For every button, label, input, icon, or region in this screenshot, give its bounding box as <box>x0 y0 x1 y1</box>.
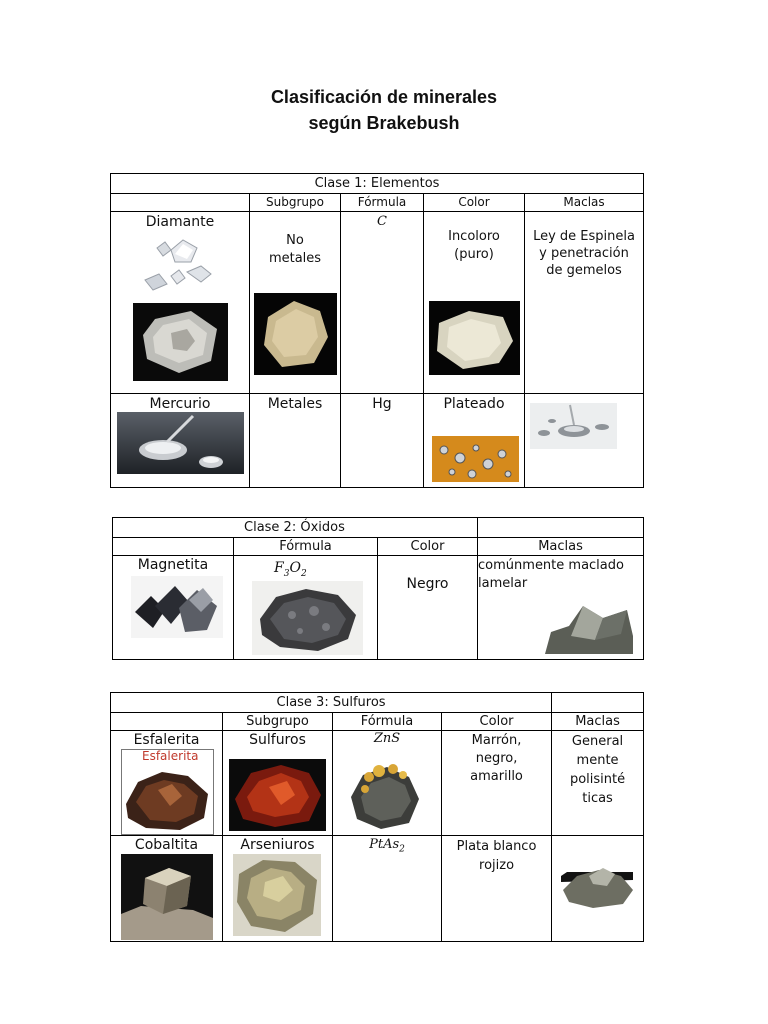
subgrupo-cell <box>223 836 333 942</box>
header-cell <box>113 538 234 556</box>
magnetite-mass-photo <box>252 581 363 655</box>
mineral-name: Diamante <box>145 214 215 230</box>
header-cell: Maclas <box>525 194 644 212</box>
maclas-cell <box>552 731 644 836</box>
header-cell: Subgrupo <box>250 194 341 212</box>
header-cell: Fórmula <box>341 194 424 212</box>
maclas-cell <box>478 556 644 660</box>
arsenide-pyrite-photo <box>233 854 321 936</box>
sphalerite-red-photo <box>229 759 326 831</box>
formula-cell <box>333 731 442 836</box>
formula-text: ZnS <box>373 731 401 746</box>
table-row <box>111 836 644 942</box>
formula-text: Hg <box>372 396 392 412</box>
subgrupo-text: Sulfuros <box>249 732 306 748</box>
mineral-name: Magnetita <box>137 557 209 573</box>
maclas-cell <box>525 394 644 488</box>
subgrupo-text: metales <box>268 251 322 266</box>
mineral-cell <box>111 394 250 488</box>
diamond-gems-photo <box>131 232 215 294</box>
subgrupo-text: No <box>286 233 304 248</box>
mercury-spill-photo <box>530 403 617 449</box>
header-cell: Color <box>442 713 552 731</box>
color-text: Plateado <box>443 396 505 412</box>
mineral-name: Mercurio <box>149 396 211 412</box>
sphalerite-yellow-photo <box>343 753 423 833</box>
table-row <box>111 731 644 836</box>
formula-text: PtAs$_2$ <box>369 837 405 855</box>
subgrupo-cell <box>250 212 341 394</box>
table-row <box>111 394 644 488</box>
mercury-beads-photo <box>432 436 519 482</box>
maclas-text: lamelar <box>478 576 528 591</box>
table-caption: Clase 2: Óxidos <box>113 518 478 538</box>
table-caption: Clase 1: Elementos <box>111 174 644 194</box>
color-cell <box>424 212 525 394</box>
table-row <box>111 212 644 394</box>
table-clase-2 <box>112 517 644 660</box>
page-title <box>0 84 768 136</box>
maclas-text: comúnmente maclado <box>478 558 624 573</box>
formula-cell <box>333 836 442 942</box>
formula-cell <box>234 556 378 660</box>
header-cell <box>111 194 250 212</box>
diamond-crystal-photo <box>254 293 337 375</box>
cobaltite-cluster-photo <box>557 852 637 910</box>
subgrupo-text: Metales <box>267 396 323 412</box>
maclas-text: de gemelos <box>546 263 622 278</box>
mineral-cell <box>111 212 250 394</box>
table-clase-3 <box>110 692 644 942</box>
formula-text: $F_3O_2$ <box>274 560 307 579</box>
header-cell: Fórmula <box>234 538 378 556</box>
color-text: Plata blanco <box>456 839 537 854</box>
mineral-name: Cobaltita <box>134 837 199 853</box>
maclas-cell <box>552 836 644 942</box>
blank-cell <box>478 518 644 538</box>
header-cell: Maclas <box>552 713 644 731</box>
header-cell: Color <box>424 194 525 212</box>
color-text: Negro <box>406 576 449 592</box>
table-clase-1 <box>110 173 644 488</box>
formula-cell <box>341 394 424 488</box>
cobaltite-cube-photo <box>121 854 213 940</box>
mineral-cell <box>111 731 223 836</box>
maclas-text: mente <box>576 753 619 768</box>
color-text: (puro) <box>454 247 494 262</box>
magnetite-crystals-photo <box>131 576 223 638</box>
title-line-1: Clasificación de minerales <box>270 87 498 107</box>
maclas-text: Ley de Espinela <box>533 229 635 244</box>
color-cell <box>424 394 525 488</box>
mineral-name: Esfalerita <box>133 732 200 748</box>
maclas-cell <box>525 212 644 394</box>
maclas-text: polisinté <box>569 772 626 787</box>
color-text: rojizo <box>479 858 515 873</box>
color-text: Incoloro <box>448 229 500 244</box>
formula-cell <box>341 212 424 394</box>
header-cell: Maclas <box>478 538 644 556</box>
table-row <box>113 556 644 660</box>
maclas-text: General <box>571 734 624 749</box>
magnetite-octahedron-photo <box>545 596 633 654</box>
header-cell: Fórmula <box>333 713 442 731</box>
sphalerite-crystal-image <box>122 764 213 834</box>
color-text: negro, <box>475 751 518 766</box>
mineral-cell <box>113 556 234 660</box>
formula-text: C <box>377 214 387 229</box>
header-cell <box>111 713 223 731</box>
maclas-text: y penetración <box>539 246 629 261</box>
color-text: Marrón, <box>471 733 522 748</box>
header-cell: Color <box>378 538 478 556</box>
color-text: amarillo <box>470 769 523 784</box>
color-cell <box>442 836 552 942</box>
title-line-2: según Brakebush <box>308 113 460 133</box>
color-cell <box>442 731 552 836</box>
mineral-cell <box>111 836 223 942</box>
header-cell: Subgrupo <box>223 713 333 731</box>
diamond-colorless-photo <box>429 301 520 375</box>
color-cell <box>378 556 478 660</box>
table-caption: Clase 3: Sulfuros <box>111 693 552 713</box>
photo-label: Esfalerita <box>142 749 199 763</box>
maclas-text: ticas <box>582 791 613 806</box>
subgrupo-cell <box>223 731 333 836</box>
subgrupo-text: Arseniuros <box>240 837 315 853</box>
subgrupo-cell <box>250 394 341 488</box>
mercury-drop-photo <box>117 412 244 474</box>
sphalerite-labeled-photo <box>121 749 214 835</box>
diamond-rough-photo <box>133 303 228 381</box>
blank-cell <box>552 693 644 713</box>
